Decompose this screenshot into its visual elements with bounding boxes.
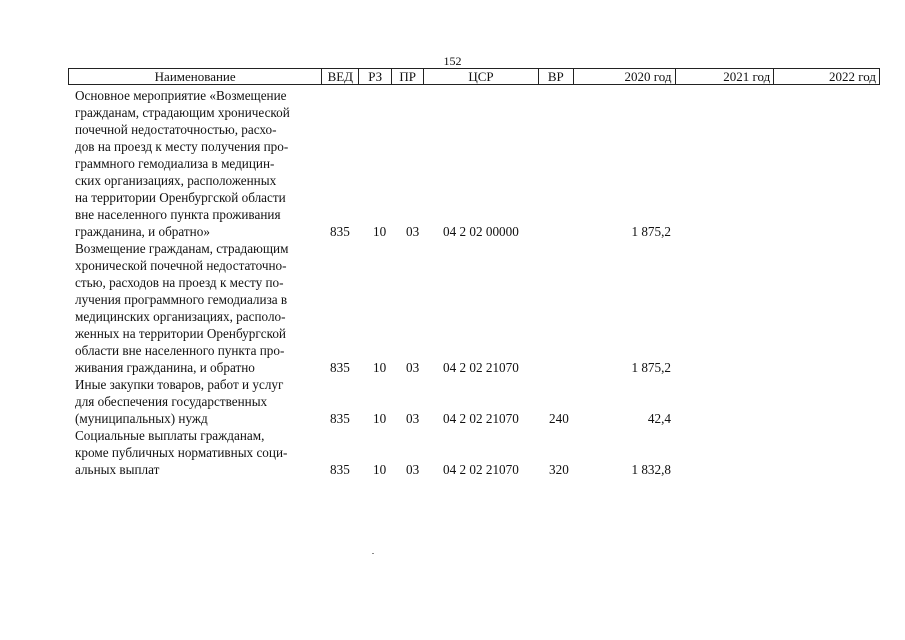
cell-rz: 10: [373, 462, 387, 477]
cell-csr: 04 2 02 21070: [443, 411, 519, 426]
header-2020: 2020 год: [574, 69, 676, 84]
name-line: на территории Оренбургской области: [75, 190, 286, 205]
cell-vr: 240: [549, 411, 569, 426]
row-name: [75, 376, 325, 427]
name-line: Социальные выплаты гражданам,: [75, 428, 265, 443]
table-body: [0, 87, 905, 478]
name-line: хронической почечной недостаточно-: [75, 258, 287, 273]
name-line: дов на проезд к месту получения про-: [75, 139, 289, 154]
header-pr: ПР: [392, 69, 424, 84]
cell-csr: 04 2 02 00000: [443, 224, 519, 239]
header-csr: ЦСР: [424, 69, 539, 84]
cell-pr: 03: [406, 360, 420, 375]
name-line: граммного гемодиализа в медицин-: [75, 156, 275, 171]
name-line: медицинских организациях, располо-: [75, 309, 286, 324]
header-ved: ВЕД: [322, 69, 359, 84]
table-row: [0, 427, 905, 478]
cell-csr: 04 2 02 21070: [443, 360, 519, 375]
name-line: кроме публичных нормативных соци-: [75, 445, 288, 460]
name-line: для обеспечения государственных: [75, 394, 268, 409]
cell-rz: 10: [373, 360, 387, 375]
table-row: [0, 87, 905, 240]
name-line: ских организациях, расположенных: [75, 173, 277, 188]
cell-csr: 04 2 02 21070: [443, 462, 519, 477]
name-line: Иные закупки товаров, работ и услуг: [75, 377, 284, 392]
cell-ved: 835: [330, 411, 350, 426]
cell-vr: 320: [549, 462, 569, 477]
name-line: (муниципальных) нужд: [75, 411, 208, 426]
table-row: [0, 240, 905, 376]
header-2022: 2022 год: [829, 69, 877, 84]
cell-2020: 1 875,2: [631, 360, 671, 375]
cell-ved: 835: [330, 462, 350, 477]
row-name: [75, 240, 325, 376]
name-line: почечной недостаточностью, расхо-: [75, 122, 277, 137]
cell-pr: 03: [406, 224, 420, 239]
cell-rz: 10: [373, 411, 387, 426]
header-rz: РЗ: [359, 69, 392, 84]
name-line: Возмещение гражданам, страдающим: [75, 241, 289, 256]
name-line: стью, расходов на проезд к месту по-: [75, 275, 284, 290]
header-2021: 2021 год: [676, 69, 775, 84]
cell-rz: 10: [373, 224, 387, 239]
name-line: гражданина, и обратно»: [75, 224, 210, 239]
cell-2020: 42,4: [647, 411, 671, 426]
header-name: Наименование: [69, 69, 322, 84]
cell-ved: 835: [330, 360, 350, 375]
cell-ved: 835: [330, 224, 350, 239]
table-header: [68, 68, 880, 85]
name-line: вне населенного пункта проживания: [75, 207, 281, 222]
name-line: области вне населенного пункта про-: [75, 343, 285, 358]
table-row: [0, 376, 905, 427]
cell-2020: 1 875,2: [631, 224, 671, 239]
name-line: Основное мероприятие «Возмещение: [75, 88, 287, 103]
name-line: лучения программного гемодиализа в: [75, 292, 288, 307]
name-line: живания гражданина, и обратно: [75, 360, 255, 375]
cell-pr: 03: [406, 411, 420, 426]
row-name: [75, 87, 325, 240]
cell-2020: 1 832,8: [631, 462, 671, 477]
speck-mark: [372, 553, 374, 554]
name-line: альных выплат: [75, 462, 160, 477]
name-line: женных на территории Оренбургской: [75, 326, 286, 341]
cell-pr: 03: [406, 462, 420, 477]
row-name: [75, 427, 325, 478]
page-number: 152: [443, 54, 462, 68]
name-line: гражданам, страдающим хронической: [75, 105, 290, 120]
header-vr: ВР: [539, 69, 574, 84]
